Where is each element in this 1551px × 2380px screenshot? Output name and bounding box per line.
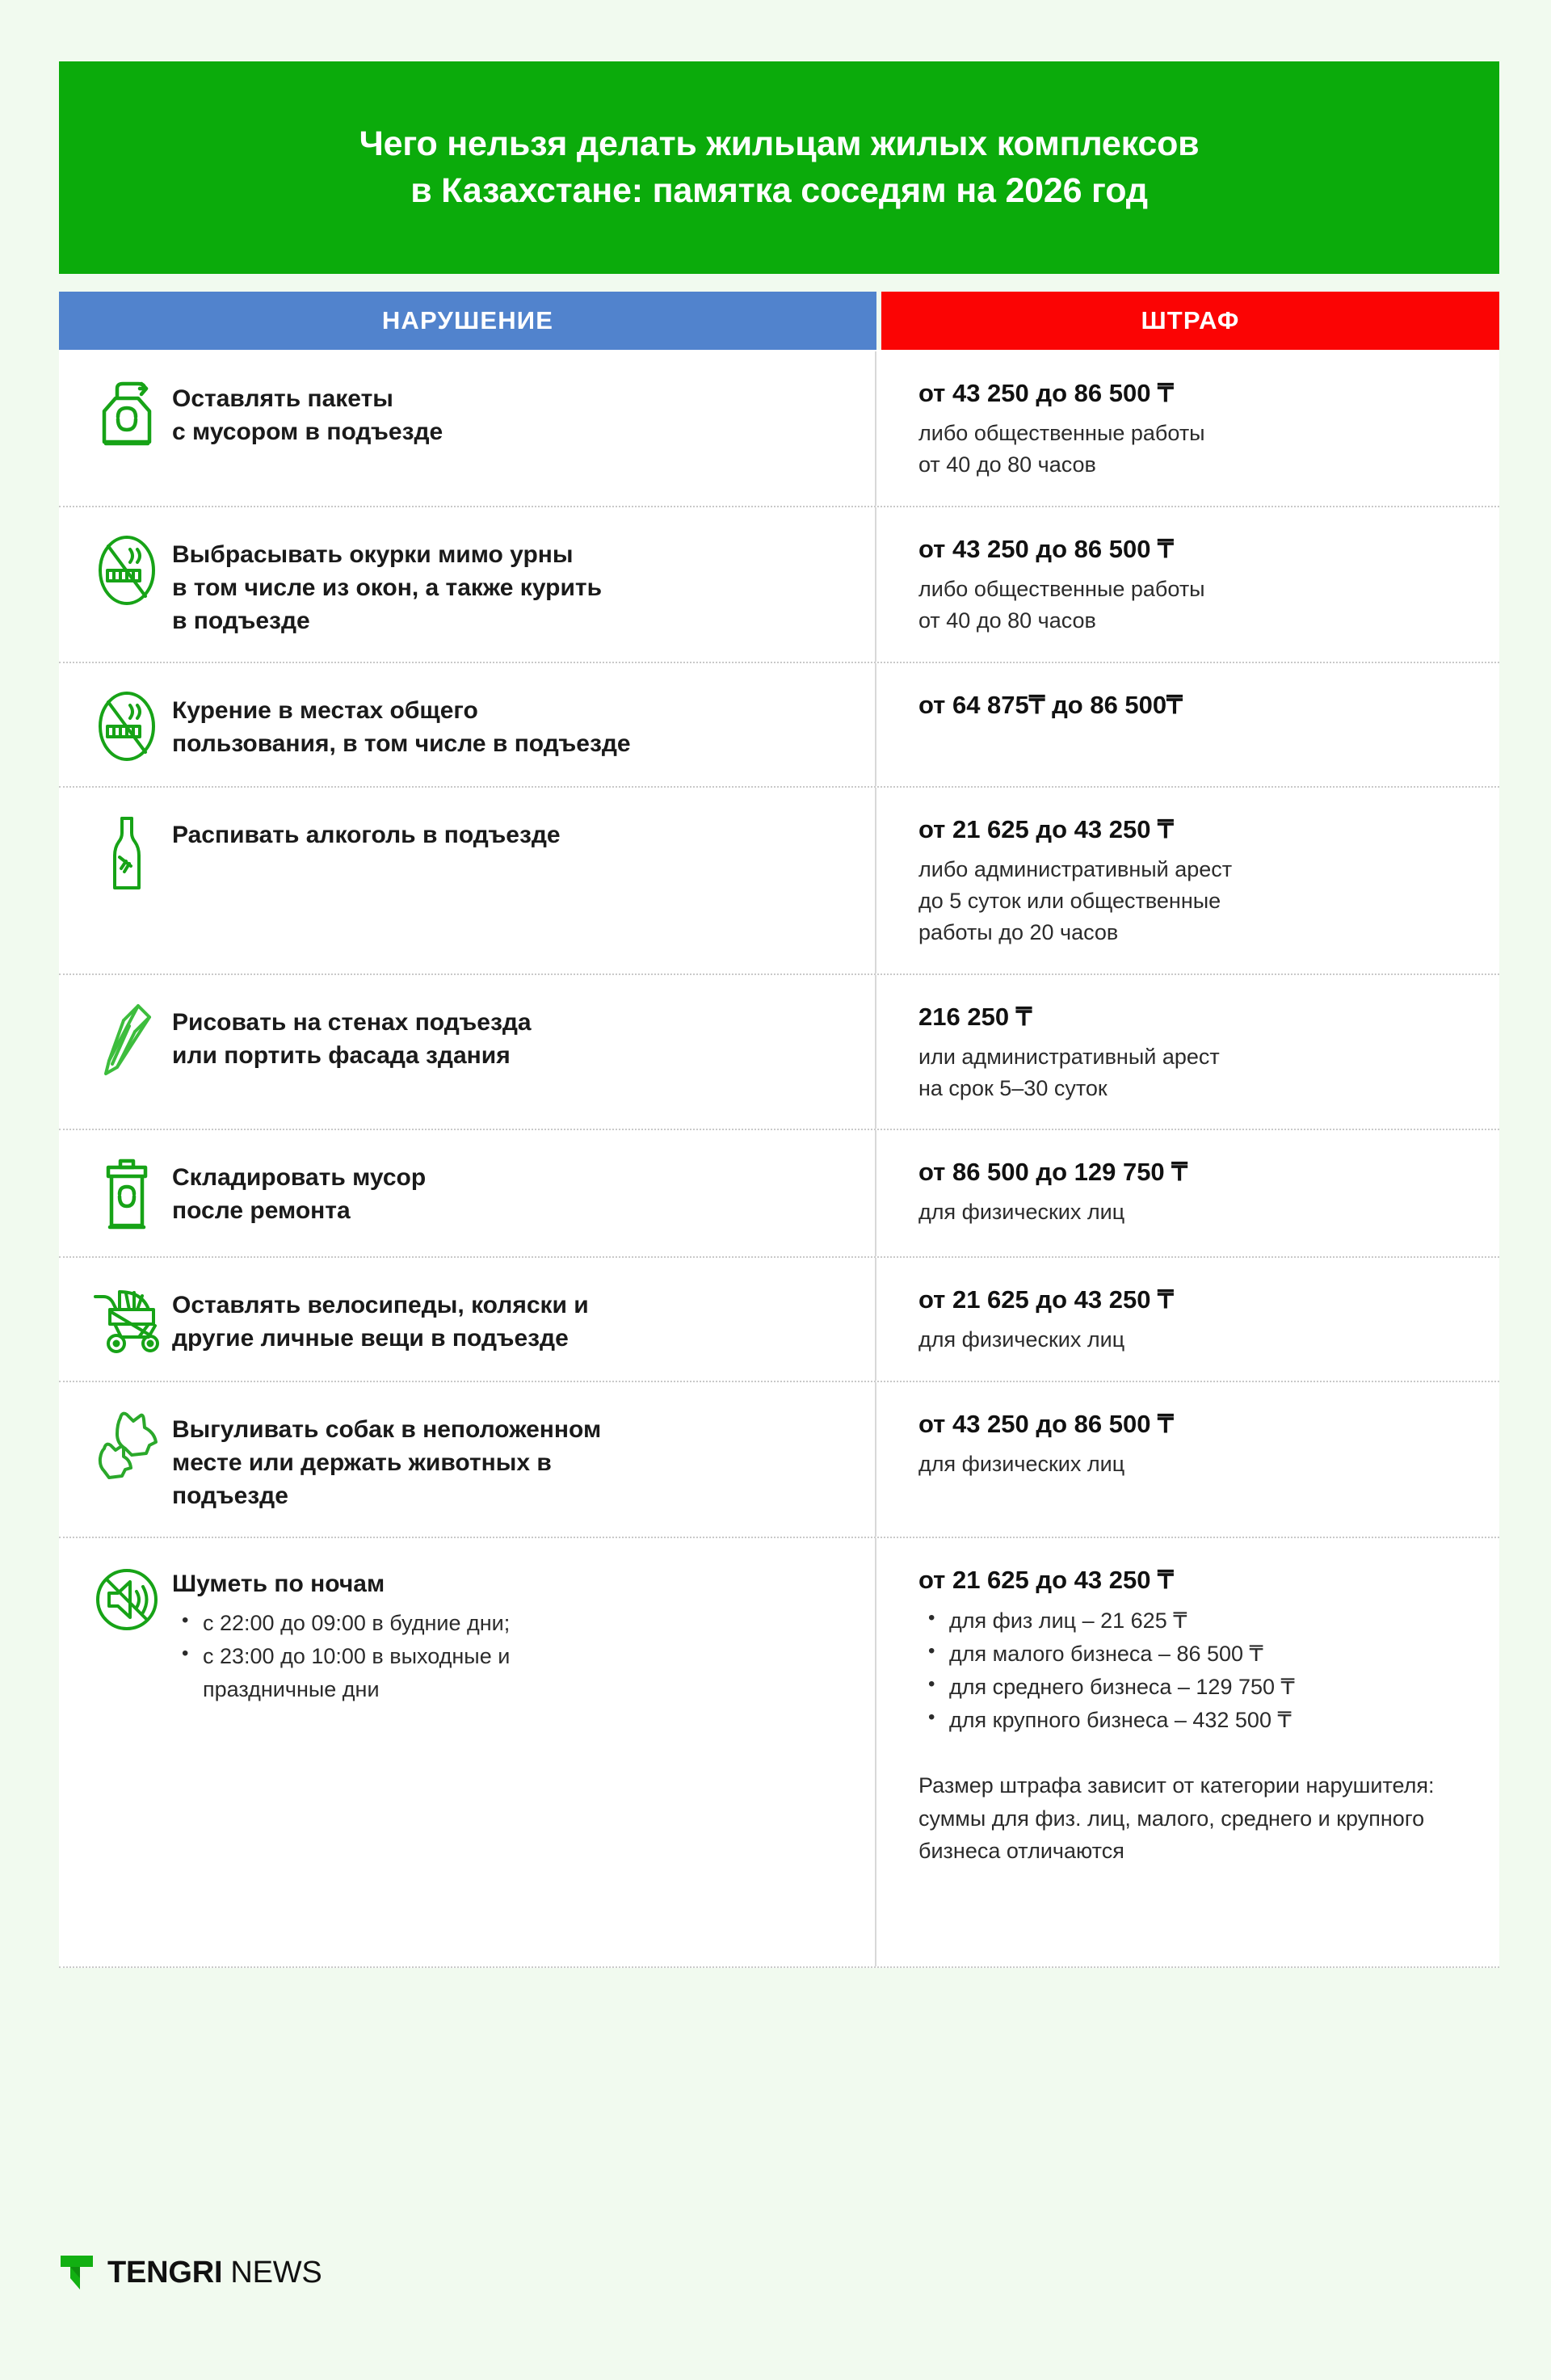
violation-text: [172, 814, 561, 852]
bottle-icon: [82, 814, 172, 893]
list-item: • для физ лиц – 21 625 ₸: [949, 1604, 1472, 1638]
violation-text: [172, 377, 443, 448]
violation-cell: [59, 1382, 876, 1537]
trash-bin-icon: [82, 1156, 172, 1232]
fine-cell: [876, 1258, 1499, 1380]
fine-note-line: до 5 суток или общественные: [918, 889, 1221, 914]
trash-bag-icon: [82, 377, 172, 448]
column-header-fine: ШТРАФ: [881, 292, 1499, 350]
violation-cell: [59, 1130, 876, 1256]
violation-line: Курение в местах общего: [172, 696, 478, 724]
fine-note-line: для физических лиц: [918, 1200, 1125, 1225]
violation-text: [172, 533, 602, 637]
violation-line: Выгуливать собак в неположенном: [172, 1415, 602, 1443]
violation-line: или портить фасада здания: [172, 1041, 511, 1069]
violation-text: [172, 1564, 591, 1706]
violation-text: [172, 1001, 532, 1072]
fine-amount: от 43 250 до 86 500 ₸: [918, 534, 1174, 563]
fine-cell: [876, 788, 1499, 973]
table-row: [59, 507, 1499, 663]
table-body: [59, 350, 1499, 1968]
fine-amount: 216 250 ₸: [918, 1002, 1032, 1031]
violation-line: пользования, в том числе в подъезде: [172, 730, 631, 757]
violation-cell: [59, 1258, 876, 1380]
fine-note: [918, 418, 1472, 481]
fine-note-line: от 40 до 80 часов: [918, 608, 1096, 633]
fine-amount: от 43 250 до 86 500 ₸: [918, 379, 1174, 407]
page-title-line-1: Чего нельзя делать жильцам жилых комплексов: [359, 124, 1200, 164]
violation-title: Шуметь по ночам: [172, 1570, 385, 1597]
table-row: [59, 351, 1499, 507]
fine-cell: [876, 1130, 1499, 1256]
fine-amount: от 43 250 до 86 500 ₸: [918, 1409, 1174, 1438]
column-header-violation: НАРУШЕНИЕ: [59, 292, 876, 350]
violation-line: Распивать алкоголь в подъезде: [172, 821, 561, 848]
table-row: [59, 1130, 1499, 1258]
tengri-news-logo-text: [107, 2256, 322, 2290]
tengri-logo-icon: [59, 2254, 95, 2291]
violation-line: месте или держать животных в: [172, 1449, 552, 1476]
table-row: [59, 663, 1499, 788]
table-header-row: [59, 292, 1499, 350]
violation-line: Рисовать на стенах подъезда: [172, 1008, 532, 1036]
violation-line: в подъезде: [172, 607, 310, 634]
violation-cell: [59, 663, 876, 786]
fine-note: [918, 574, 1472, 637]
violation-line: Оставлять пакеты: [172, 385, 393, 412]
list-item: • для среднего бизнеса – 129 750 ₸: [949, 1671, 1472, 1704]
fine-cell: [876, 975, 1499, 1129]
fine-note-line: или административный арест: [918, 1044, 1220, 1069]
violation-bullet-list: [172, 1607, 591, 1706]
violation-text: [172, 1156, 426, 1227]
fine-note: [918, 1449, 1472, 1480]
fine-cell: [876, 351, 1499, 506]
logo-word-news: NEWS: [230, 2255, 322, 2290]
violation-cell: [59, 351, 876, 506]
violation-cell: [59, 788, 876, 973]
fine-note: [918, 854, 1472, 948]
fine-note: [918, 1196, 1472, 1228]
logo-word-tengri: TENGRI: [107, 2255, 223, 2290]
no-smoking-icon: [82, 533, 172, 606]
dog-icon: [82, 1408, 172, 1482]
violations-table: [59, 292, 1499, 1968]
violation-line: Оставлять велосипеды, коляски и: [172, 1292, 589, 1319]
title-banner: [59, 61, 1499, 274]
list-item: • для крупного бизнеса – 432 500 ₸: [949, 1704, 1472, 1737]
violation-line: с мусором в подъезде: [172, 418, 443, 446]
fine-note-line: либо общественные работы: [918, 576, 1205, 601]
fine-note-line: либо общественные работы: [918, 421, 1205, 446]
violation-line: после ремонта: [172, 1197, 351, 1225]
fine-cell: [876, 1382, 1499, 1537]
fine-bullet-list: [918, 1604, 1472, 1737]
fine-explanation: Размер штрафа зависит от категории нарушителя: суммы для физ. лиц, малого, среднего и крупного бизнеса отличаются: [918, 1773, 1435, 1864]
table-row: [59, 1382, 1499, 1538]
fine-amount: от 21 625 до 43 250 ₸: [918, 1565, 1174, 1594]
fine-note-line: от 40 до 80 часов: [918, 452, 1096, 477]
violation-line: подъезде: [172, 1482, 288, 1509]
fine-amount: от 86 500 до 129 750 ₸: [918, 1158, 1188, 1187]
fine-note-line: либо административный арест: [918, 857, 1233, 882]
violation-line: другие личные вещи в подъезде: [172, 1325, 569, 1352]
fine-note-line: работы до 20 часов: [918, 920, 1119, 945]
stroller-icon: [82, 1284, 172, 1353]
fine-note: [918, 1324, 1472, 1356]
no-smoking-icon: [82, 689, 172, 762]
page-title-line-2: в Казахстане: памятка соседям на 2026 год: [410, 170, 1148, 210]
violation-cell: [59, 1538, 876, 1966]
fine-note-line: для физических лиц: [918, 1451, 1125, 1476]
violation-text: [172, 1284, 589, 1355]
violation-line: Складировать мусор: [172, 1164, 427, 1192]
fine-cell: [876, 663, 1499, 786]
table-row: [59, 1538, 1499, 1968]
page-title: [359, 121, 1200, 213]
footer: [59, 2254, 322, 2291]
list-item: • для малого бизнеса – 86 500 ₸: [949, 1638, 1472, 1671]
violation-text: [172, 1408, 601, 1512]
list-item: • с 22:00 до 09:00 в будние дни;: [203, 1607, 591, 1640]
violation-text: [172, 689, 631, 760]
violation-cell: [59, 975, 876, 1129]
mute-speaker-icon: [82, 1564, 172, 1634]
violation-cell: [59, 507, 876, 662]
fine-amount: от 64 875₸ до 86 500₸: [918, 690, 1183, 719]
table-row: [59, 788, 1499, 975]
fine-note-line: на срок 5–30 суток: [918, 1076, 1108, 1101]
fine-note: [918, 1041, 1472, 1104]
fine-cell: [876, 1538, 1499, 1966]
pencil-icon: [82, 1001, 172, 1077]
fine-cell: [876, 507, 1499, 662]
fine-amount: от 21 625 до 43 250 ₸: [918, 814, 1174, 843]
violation-line: в том числе из окон, а также курить: [172, 574, 603, 601]
list-item: • с 23:00 до 10:00 в выходные и праздничные дни: [203, 1640, 591, 1706]
fine-amount: от 21 625 до 43 250 ₸: [918, 1285, 1174, 1314]
fine-note-line: для физических лиц: [918, 1327, 1125, 1352]
violation-line: Выбрасывать окурки мимо урны: [172, 540, 574, 568]
table-row: [59, 1258, 1499, 1381]
table-row: [59, 975, 1499, 1131]
